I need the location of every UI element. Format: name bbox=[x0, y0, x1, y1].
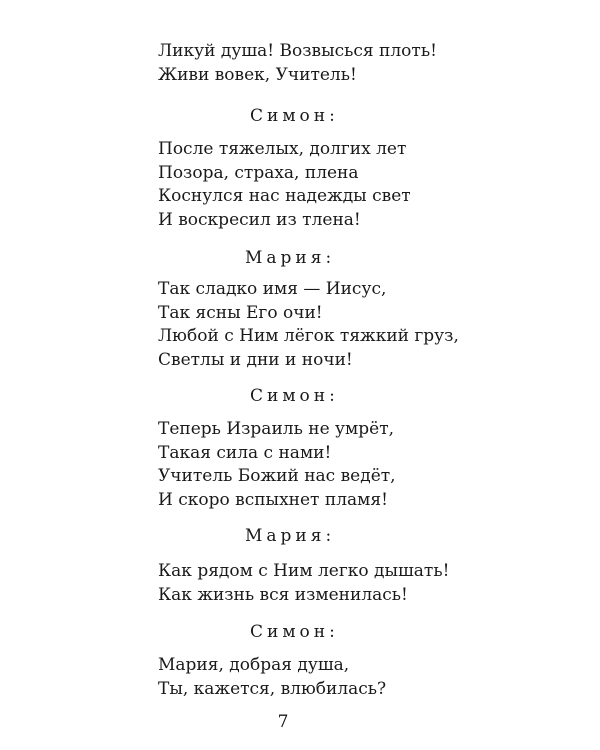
verse-line: Как рядом с Ним легко дышать! bbox=[158, 561, 450, 581]
speaker-label: Симон: bbox=[250, 622, 339, 642]
page-number: 7 bbox=[277, 712, 289, 732]
verse-line: Коснулся нас надежды свет bbox=[158, 186, 411, 206]
verse-line: Ты, кажется, влюбилась? bbox=[158, 678, 387, 699]
verse-line: Так сладко имя — Иисус, bbox=[158, 279, 387, 299]
verse-line: И скоро вспыхнет пламя! bbox=[158, 489, 388, 510]
verse-line: Как жизнь вся изменилась! bbox=[158, 584, 408, 605]
speaker-label: Мария: bbox=[245, 526, 336, 546]
verse-line: Светлы и дни и ночи! bbox=[158, 349, 353, 370]
verse-line: Так ясны Его очи! bbox=[158, 302, 323, 323]
verse-line: Учитель Божий нас ведёт, bbox=[158, 466, 396, 486]
speaker-label: Симон: bbox=[250, 386, 339, 406]
verse-line: Теперь Израиль не умрёт, bbox=[158, 419, 395, 439]
speaker-label: Симон: bbox=[250, 106, 339, 126]
verse-line: Ликуй душа! Возвысься плоть! bbox=[158, 41, 437, 61]
stanza-maria-1 bbox=[158, 278, 459, 372]
verse-line: После тяжелых, долгих лет bbox=[158, 139, 407, 159]
verse-line: Позора, страха, плена bbox=[158, 162, 359, 183]
speaker-label: Мария: bbox=[245, 248, 336, 268]
stanza-simon-1 bbox=[158, 138, 411, 232]
verse-line: Любой с Ним лёгок тяжкий груз, bbox=[158, 326, 459, 346]
verse-line: Мария, добрая душа, bbox=[158, 655, 350, 675]
stanza-simon-2 bbox=[158, 418, 396, 512]
verse-line: Живи вовек, Учитель! bbox=[158, 64, 357, 85]
stanza-opening bbox=[158, 40, 437, 87]
verse-line: И воскресил из тлена! bbox=[158, 209, 361, 230]
stanza-simon-3 bbox=[158, 654, 386, 701]
verse-line: Такая сила с нами! bbox=[158, 442, 332, 463]
stanza-maria-2 bbox=[158, 560, 449, 607]
